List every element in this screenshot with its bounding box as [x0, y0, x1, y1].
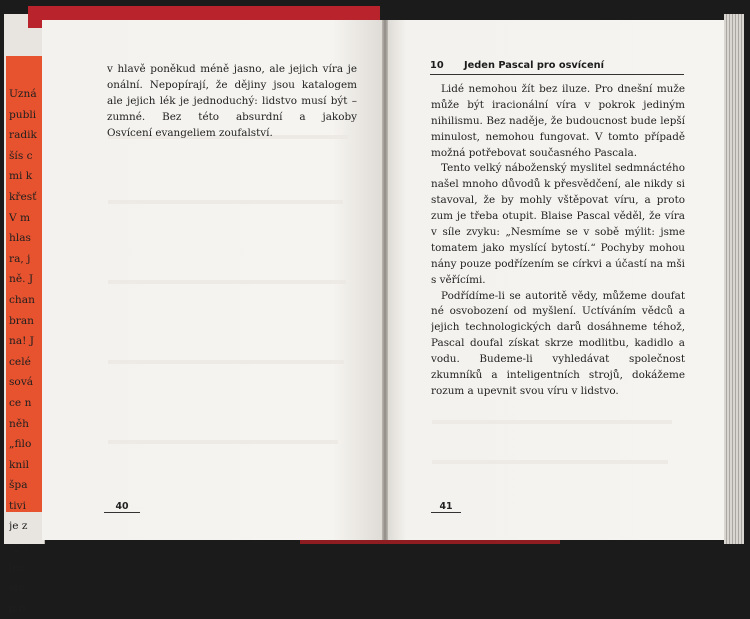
background-text-line: nal: [9, 602, 26, 615]
text-line: zum je třeba otupit. Blaise Pascal věděl, že víra: [431, 210, 685, 223]
background-text-line: křesť: [9, 190, 37, 203]
background-text-line: spo: [9, 541, 28, 554]
chapter-title: Jeden Pascal pro osvícení: [464, 60, 604, 71]
page-edge-stack: [724, 14, 744, 544]
background-text-line: hlas: [9, 232, 31, 245]
text-line: Lidé nemohou žít bez iluze. Pro dnešní muže: [441, 83, 685, 95]
background-text-line: V m: [9, 211, 31, 224]
background-text-line: sová: [9, 376, 34, 389]
background-text-line: Uzná: [9, 88, 37, 100]
text-line: s věřícími.: [431, 273, 486, 286]
text-line: zumné. Bez této absurdní a jakoby: [107, 110, 357, 123]
background-text-line: šís c: [9, 149, 33, 162]
text-line: stavoval, že by mohly vštěpovat víru, a proto: [431, 194, 685, 207]
background-text-line: ce n: [9, 396, 32, 409]
left-page-number: 40: [104, 501, 140, 513]
text-line: minulost, nemohou fungovat. V tomto případě: [431, 130, 685, 143]
show-through-line: [108, 280, 346, 284]
background-text-line: radik: [9, 129, 37, 142]
background-text-line: mi k: [9, 170, 33, 183]
text-line: Osvícení evangeliem zoufalství.: [107, 126, 273, 139]
text-line: našel mnoho důvodů k přesvědčení, ale nikdy si: [431, 178, 685, 191]
background-text-line: špa: [9, 479, 28, 492]
text-line: nihilismu. Bez naděje, že budoucnost bude lepší: [431, 114, 685, 127]
right-page-number: 41: [431, 501, 461, 513]
text-line: onální. Nepopírají, že dějiny jsou katalogem: [107, 78, 357, 91]
background-text-line: publi: [9, 108, 37, 121]
text-line: jejich technologických darů dosáhneme téhož,: [431, 321, 685, 334]
background-text-line: knil: [9, 458, 30, 471]
text-line: né osvobození od myšlení. Uctíváním vědců a: [431, 305, 685, 318]
background-text-line: len: [9, 561, 26, 574]
background-text-line: ste: [9, 582, 25, 595]
text-line: rozum a upevnit svou víru v lidstvo.: [431, 384, 619, 397]
show-through-line: [432, 460, 668, 464]
text-line: možná potřebovat současného Pascala.: [431, 146, 638, 159]
text-line: v síle zvyku: „Nesmíme se v sobě mýlit: jsme: [431, 226, 685, 239]
text-line: ale jejich lék je jednoduchý: lidstvo musí být –: [107, 94, 357, 107]
background-text-line: něh: [9, 417, 29, 430]
text-line: v hlavě poněkud méně jasno, ale jejich víra je: [107, 63, 357, 75]
show-through-line: [108, 360, 344, 364]
background-text-line: bran: [9, 314, 34, 327]
background-text-line: tivi: [9, 499, 27, 512]
text-line: Podřídíme-li se autoritě vědy, můžeme doufat: [441, 289, 685, 302]
show-through-line: [108, 200, 343, 204]
background-text-line: ra, j: [9, 252, 31, 265]
chapter-number: 10: [430, 60, 444, 71]
background-text-line: je z: [9, 520, 28, 533]
text-line: vodu. Budeme-li vyhledávat společnost: [431, 353, 685, 366]
background-text-line: na! J: [9, 335, 35, 348]
show-through-line: [432, 420, 672, 424]
background-text-line: chan: [9, 293, 35, 306]
background-book-text: [9, 84, 43, 619]
text-line: zkumníků a inteligentních strojů, dokážeme: [431, 369, 685, 382]
background-text-line: ně. J: [9, 273, 34, 286]
background-text-line: „filo: [9, 438, 32, 451]
book-gutter: [382, 20, 388, 540]
text-line: Tento velký náboženský myslitel sedmnáctého: [441, 162, 685, 175]
text-line: tomatem jako myslící bytostí.“ Pochyby mohou: [431, 241, 685, 254]
text-line: může být iracionální víra v pokrok jediným: [431, 98, 685, 111]
show-through-line: [108, 440, 338, 444]
text-line: nány pouze podřízením se církvi a účastí na mši: [431, 257, 685, 270]
background-text-line: celé: [9, 355, 31, 368]
text-line: Pascal doufal získat skrze modlitbu, kadidlo a: [431, 337, 685, 350]
left-page-body-text: [107, 62, 357, 141]
right-page-body-text: [431, 82, 685, 400]
running-head: [430, 60, 684, 75]
